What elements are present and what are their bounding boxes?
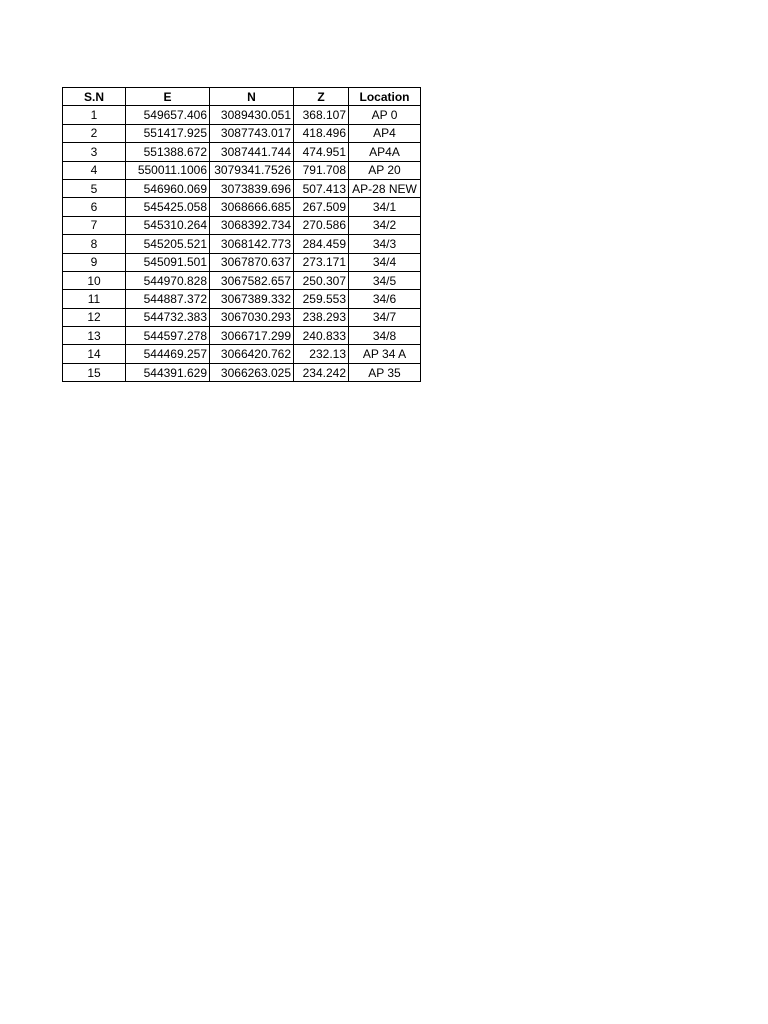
cell-easting: 551388.672	[126, 143, 210, 161]
table-row	[63, 271, 421, 289]
cell-elevation: 284.459	[294, 235, 349, 253]
cell-easting: 544970.828	[126, 271, 210, 289]
cell-elevation: 232.13	[294, 345, 349, 363]
cell-elevation: 267.509	[294, 198, 349, 216]
table-row	[63, 235, 421, 253]
cell-location: 34/1	[349, 198, 421, 216]
cell-sn: 13	[63, 327, 126, 345]
table-header-row	[63, 88, 421, 106]
cell-northing: 3087743.017	[210, 124, 294, 142]
cell-northing: 3067389.332	[210, 290, 294, 308]
cell-northing: 3087441.744	[210, 143, 294, 161]
cell-sn: 14	[63, 345, 126, 363]
table-body	[63, 106, 421, 382]
cell-elevation: 250.307	[294, 271, 349, 289]
cell-sn: 2	[63, 124, 126, 142]
table-row	[63, 290, 421, 308]
cell-elevation: 273.171	[294, 253, 349, 271]
cell-sn: 6	[63, 198, 126, 216]
cell-sn: 5	[63, 179, 126, 197]
cell-location: 34/5	[349, 271, 421, 289]
cell-elevation: 418.496	[294, 124, 349, 142]
cell-location: 34/8	[349, 327, 421, 345]
cell-northing: 3067030.293	[210, 308, 294, 326]
cell-elevation: 791.708	[294, 161, 349, 179]
cell-easting: 545425.058	[126, 198, 210, 216]
cell-easting: 546960.069	[126, 179, 210, 197]
cell-location: 34/6	[349, 290, 421, 308]
table-row	[63, 363, 421, 381]
cell-northing: 3068142.773	[210, 235, 294, 253]
cell-sn: 4	[63, 161, 126, 179]
cell-easting: 545205.521	[126, 235, 210, 253]
table-row	[63, 327, 421, 345]
table-row	[63, 253, 421, 271]
cell-elevation: 507.413	[294, 179, 349, 197]
table-row	[63, 161, 421, 179]
cell-sn: 10	[63, 271, 126, 289]
cell-sn: 1	[63, 106, 126, 124]
cell-location: AP 20	[349, 161, 421, 179]
cell-elevation: 240.833	[294, 327, 349, 345]
cell-easting: 544887.372	[126, 290, 210, 308]
header-easting: E	[126, 88, 210, 106]
cell-northing: 3089430.051	[210, 106, 294, 124]
cell-easting: 544597.278	[126, 327, 210, 345]
cell-easting: 545091.501	[126, 253, 210, 271]
cell-sn: 7	[63, 216, 126, 234]
cell-northing: 3068392.734	[210, 216, 294, 234]
header-sn: S.N	[63, 88, 126, 106]
cell-northing: 3066420.762	[210, 345, 294, 363]
table-row	[63, 198, 421, 216]
cell-location: AP 0	[349, 106, 421, 124]
cell-easting: 544469.257	[126, 345, 210, 363]
cell-easting: 545310.264	[126, 216, 210, 234]
header-northing: N	[210, 88, 294, 106]
table-row	[63, 106, 421, 124]
cell-elevation: 259.553	[294, 290, 349, 308]
cell-location: AP 34 A	[349, 345, 421, 363]
table-row	[63, 143, 421, 161]
cell-sn: 11	[63, 290, 126, 308]
cell-location: AP 35	[349, 363, 421, 381]
cell-sn: 9	[63, 253, 126, 271]
cell-location: AP4	[349, 124, 421, 142]
cell-northing: 3067582.657	[210, 271, 294, 289]
cell-northing: 3079341.7526	[210, 161, 294, 179]
cell-location: 34/3	[349, 235, 421, 253]
header-location: Location	[349, 88, 421, 106]
cell-easting: 550011.1006	[126, 161, 210, 179]
cell-elevation: 234.242	[294, 363, 349, 381]
cell-northing: 3067870.637	[210, 253, 294, 271]
cell-elevation: 238.293	[294, 308, 349, 326]
cell-sn: 15	[63, 363, 126, 381]
cell-sn: 8	[63, 235, 126, 253]
cell-elevation: 270.586	[294, 216, 349, 234]
cell-sn: 3	[63, 143, 126, 161]
cell-northing: 3066717.299	[210, 327, 294, 345]
cell-elevation: 474.951	[294, 143, 349, 161]
cell-easting: 544732.383	[126, 308, 210, 326]
table-row	[63, 179, 421, 197]
coordinates-table	[62, 87, 421, 382]
header-elevation: Z	[294, 88, 349, 106]
cell-northing: 3068666.685	[210, 198, 294, 216]
cell-northing: 3066263.025	[210, 363, 294, 381]
cell-location: AP-28 NEW	[349, 179, 421, 197]
cell-location: 34/4	[349, 253, 421, 271]
table-row	[63, 216, 421, 234]
cell-location: 34/2	[349, 216, 421, 234]
cell-location: 34/7	[349, 308, 421, 326]
cell-northing: 3073839.696	[210, 179, 294, 197]
cell-sn: 12	[63, 308, 126, 326]
table-row	[63, 345, 421, 363]
cell-easting: 551417.925	[126, 124, 210, 142]
cell-easting: 549657.406	[126, 106, 210, 124]
table-row	[63, 124, 421, 142]
table-row	[63, 308, 421, 326]
cell-elevation: 368.107	[294, 106, 349, 124]
cell-location: AP4A	[349, 143, 421, 161]
cell-easting: 544391.629	[126, 363, 210, 381]
